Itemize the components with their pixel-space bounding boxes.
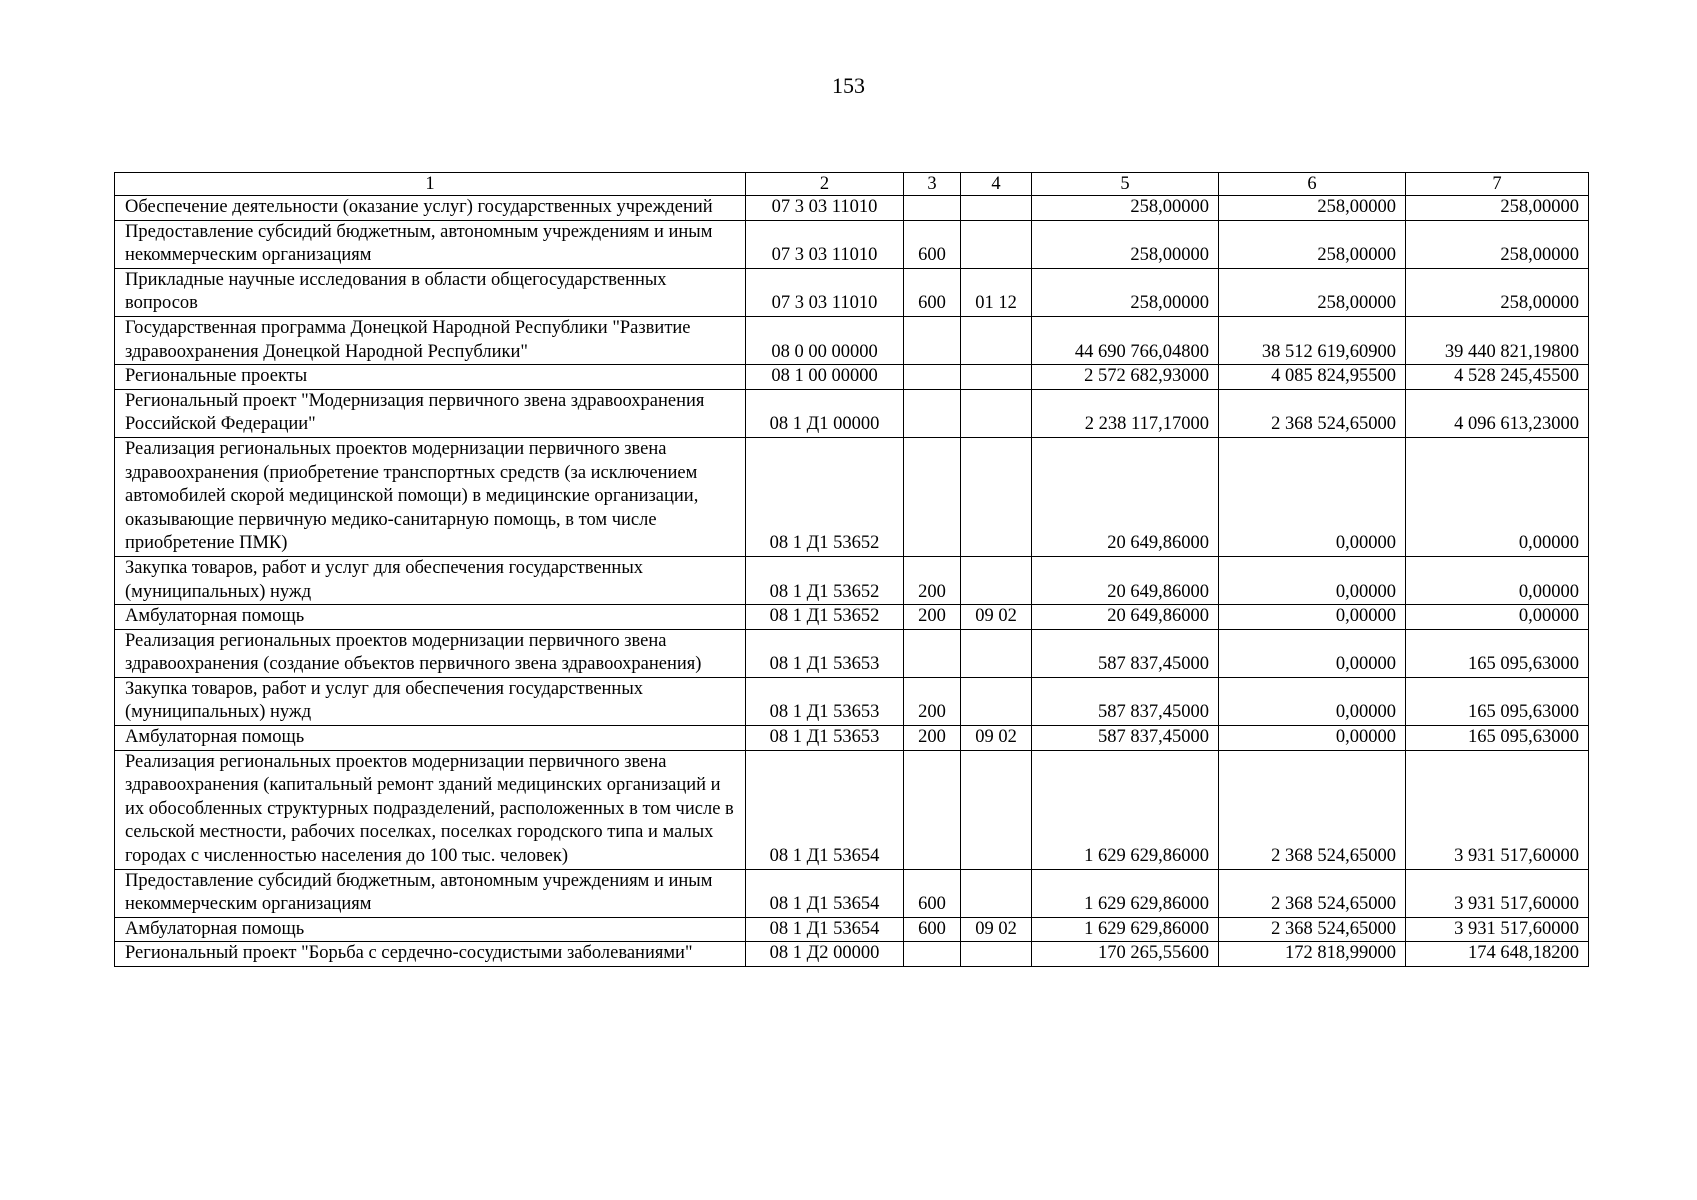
row-name: Реализация региональных проектов модернизации первичного звена здравоохранения (капитальный ремонт зданий медицинских организаций и их обособленных структурных подразделений, расположенных в том числе в сельской местности, рабочих поселках, поселках городского типа и малых городах с численностью населения до 100 тыс. человек) — [115, 750, 746, 869]
row-amount-col7: 4 528 245,45500 — [1406, 365, 1589, 390]
row-name: Амбулаторная помощь — [115, 605, 746, 630]
row-section — [961, 220, 1032, 268]
row-target-article: 07 3 03 11010 — [746, 268, 904, 316]
row-target-article: 08 1 Д1 53652 — [746, 556, 904, 604]
row-amount-col5: 44 690 766,04800 — [1032, 316, 1219, 364]
table-row — [115, 220, 1589, 268]
table-row — [115, 917, 1589, 942]
row-amount-col6: 2 368 524,65000 — [1219, 869, 1406, 917]
row-target-article: 08 1 Д1 53653 — [746, 726, 904, 751]
row-expense-type: 200 — [904, 677, 961, 725]
table-row — [115, 437, 1589, 556]
row-expense-type — [904, 316, 961, 364]
row-target-article: 07 3 03 11010 — [746, 196, 904, 221]
column-number-5: 5 — [1032, 173, 1219, 196]
row-target-article: 08 1 00 00000 — [746, 365, 904, 390]
row-amount-col7: 0,00000 — [1406, 605, 1589, 630]
row-amount-col6: 0,00000 — [1219, 605, 1406, 630]
table-row — [115, 556, 1589, 604]
page-number: 153 — [832, 73, 865, 98]
row-section: 09 02 — [961, 917, 1032, 942]
table-row — [115, 605, 1589, 630]
row-section — [961, 389, 1032, 437]
row-name: Региональный проект "Борьба с сердечно-сосудистыми заболеваниями" — [115, 942, 746, 967]
row-section — [961, 365, 1032, 390]
row-amount-col5: 2 572 682,93000 — [1032, 365, 1219, 390]
column-number-6: 6 — [1219, 173, 1406, 196]
row-amount-col5: 1 629 629,86000 — [1032, 917, 1219, 942]
row-amount-col7: 0,00000 — [1406, 556, 1589, 604]
row-expense-type: 200 — [904, 556, 961, 604]
row-target-article: 08 1 Д1 53653 — [746, 677, 904, 725]
row-target-article: 08 1 Д1 53654 — [746, 869, 904, 917]
row-amount-col7: 258,00000 — [1406, 220, 1589, 268]
row-section — [961, 869, 1032, 917]
row-name: Реализация региональных проектов модернизации первичного звена здравоохранения (приобретение транспортных средств (за исключением автомобилей скорой медицинской помощи) в медицинские организации, оказывающие первичную медико-санитарную помощь, в том числе приобретение ПМК) — [115, 437, 746, 556]
row-amount-col7: 165 095,63000 — [1406, 629, 1589, 677]
row-section — [961, 677, 1032, 725]
row-amount-col5: 1 629 629,86000 — [1032, 750, 1219, 869]
table-row — [115, 629, 1589, 677]
row-amount-col6: 38 512 619,60900 — [1219, 316, 1406, 364]
table-row — [115, 316, 1589, 364]
row-amount-col6: 0,00000 — [1219, 556, 1406, 604]
row-name: Региональные проекты — [115, 365, 746, 390]
row-name: Реализация региональных проектов модернизации первичного звена здравоохранения (создание объектов первичного звена здравоохранения) — [115, 629, 746, 677]
budget-table-body — [115, 173, 1589, 967]
row-section: 01 12 — [961, 268, 1032, 316]
row-name: Государственная программа Донецкой Народной Республики "Развитие здравоохранения Донецкой Народной Республики" — [115, 316, 746, 364]
row-expense-type: 600 — [904, 917, 961, 942]
row-name: Региональный проект "Модернизация первичного звена здравоохранения Российской Федерации" — [115, 389, 746, 437]
row-amount-col5: 587 837,45000 — [1032, 726, 1219, 751]
row-amount-col7: 258,00000 — [1406, 196, 1589, 221]
row-amount-col7: 4 096 613,23000 — [1406, 389, 1589, 437]
table-row — [115, 268, 1589, 316]
row-name: Предоставление субсидий бюджетным, автономным учреждениям и иным некоммерческим организациям — [115, 220, 746, 268]
row-amount-col6: 2 368 524,65000 — [1219, 917, 1406, 942]
column-number-2: 2 — [746, 173, 904, 196]
column-number-7: 7 — [1406, 173, 1589, 196]
column-number-4: 4 — [961, 173, 1032, 196]
row-amount-col5: 20 649,86000 — [1032, 605, 1219, 630]
column-numbers-row — [115, 173, 1589, 196]
row-amount-col7: 0,00000 — [1406, 437, 1589, 556]
table-row — [115, 869, 1589, 917]
row-name: Амбулаторная помощь — [115, 726, 746, 751]
row-target-article: 08 1 Д2 00000 — [746, 942, 904, 967]
row-amount-col5: 1 629 629,86000 — [1032, 869, 1219, 917]
row-target-article: 08 1 Д1 53652 — [746, 605, 904, 630]
row-target-article: 08 1 Д1 53652 — [746, 437, 904, 556]
row-amount-col7: 165 095,63000 — [1406, 726, 1589, 751]
row-amount-col5: 258,00000 — [1032, 220, 1219, 268]
row-amount-col6: 2 368 524,65000 — [1219, 750, 1406, 869]
table-row — [115, 196, 1589, 221]
row-target-article: 08 1 Д1 53653 — [746, 629, 904, 677]
row-amount-col6: 2 368 524,65000 — [1219, 389, 1406, 437]
row-amount-col7: 3 931 517,60000 — [1406, 750, 1589, 869]
row-amount-col7: 3 931 517,60000 — [1406, 917, 1589, 942]
table-row — [115, 389, 1589, 437]
row-expense-type: 600 — [904, 869, 961, 917]
row-section: 09 02 — [961, 726, 1032, 751]
row-amount-col5: 258,00000 — [1032, 268, 1219, 316]
row-section — [961, 437, 1032, 556]
row-target-article: 08 1 Д1 00000 — [746, 389, 904, 437]
row-amount-col6: 0,00000 — [1219, 629, 1406, 677]
row-amount-col6: 0,00000 — [1219, 437, 1406, 556]
table-row — [115, 750, 1589, 869]
row-amount-col6: 4 085 824,95500 — [1219, 365, 1406, 390]
row-amount-col6: 258,00000 — [1219, 196, 1406, 221]
row-amount-col7: 39 440 821,19800 — [1406, 316, 1589, 364]
row-amount-col6: 172 818,99000 — [1219, 942, 1406, 967]
row-amount-col6: 0,00000 — [1219, 677, 1406, 725]
row-expense-type: 200 — [904, 605, 961, 630]
row-name: Обеспечение деятельности (оказание услуг) государственных учреждений — [115, 196, 746, 221]
row-amount-col5: 587 837,45000 — [1032, 677, 1219, 725]
row-expense-type — [904, 629, 961, 677]
row-section — [961, 196, 1032, 221]
row-amount-col5: 170 265,55600 — [1032, 942, 1219, 967]
row-expense-type — [904, 750, 961, 869]
row-target-article: 08 1 Д1 53654 — [746, 750, 904, 869]
table-row — [115, 677, 1589, 725]
row-amount-col7: 258,00000 — [1406, 268, 1589, 316]
column-number-3: 3 — [904, 173, 961, 196]
row-expense-type — [904, 365, 961, 390]
row-amount-col6: 258,00000 — [1219, 220, 1406, 268]
row-expense-type: 600 — [904, 220, 961, 268]
row-expense-type — [904, 437, 961, 556]
row-section — [961, 556, 1032, 604]
row-amount-col7: 174 648,18200 — [1406, 942, 1589, 967]
row-name: Амбулаторная помощь — [115, 917, 746, 942]
row-section — [961, 942, 1032, 967]
row-name: Закупка товаров, работ и услуг для обеспечения государственных (муниципальных) нужд — [115, 677, 746, 725]
row-section: 09 02 — [961, 605, 1032, 630]
row-amount-col6: 0,00000 — [1219, 726, 1406, 751]
row-amount-col6: 258,00000 — [1219, 268, 1406, 316]
table-row — [115, 365, 1589, 390]
row-expense-type — [904, 389, 961, 437]
column-number-1: 1 — [115, 173, 746, 196]
row-amount-col7: 165 095,63000 — [1406, 677, 1589, 725]
row-amount-col5: 2 238 117,17000 — [1032, 389, 1219, 437]
row-expense-type: 200 — [904, 726, 961, 751]
row-amount-col5: 20 649,86000 — [1032, 556, 1219, 604]
row-expense-type — [904, 942, 961, 967]
table-row — [115, 726, 1589, 751]
row-target-article: 08 0 00 00000 — [746, 316, 904, 364]
row-expense-type: 600 — [904, 268, 961, 316]
row-name: Предоставление субсидий бюджетным, автономным учреждениям и иным некоммерческим организациям — [115, 869, 746, 917]
row-amount-col5: 20 649,86000 — [1032, 437, 1219, 556]
row-name: Закупка товаров, работ и услуг для обеспечения государственных (муниципальных) нужд — [115, 556, 746, 604]
row-section — [961, 629, 1032, 677]
row-name: Прикладные научные исследования в области общегосударственных вопросов — [115, 268, 746, 316]
budget-table — [114, 172, 1589, 967]
table-row — [115, 942, 1589, 967]
row-amount-col5: 587 837,45000 — [1032, 629, 1219, 677]
row-target-article: 08 1 Д1 53654 — [746, 917, 904, 942]
row-target-article: 07 3 03 11010 — [746, 220, 904, 268]
row-expense-type — [904, 196, 961, 221]
row-amount-col7: 3 931 517,60000 — [1406, 869, 1589, 917]
row-section — [961, 316, 1032, 364]
row-amount-col5: 258,00000 — [1032, 196, 1219, 221]
row-section — [961, 750, 1032, 869]
